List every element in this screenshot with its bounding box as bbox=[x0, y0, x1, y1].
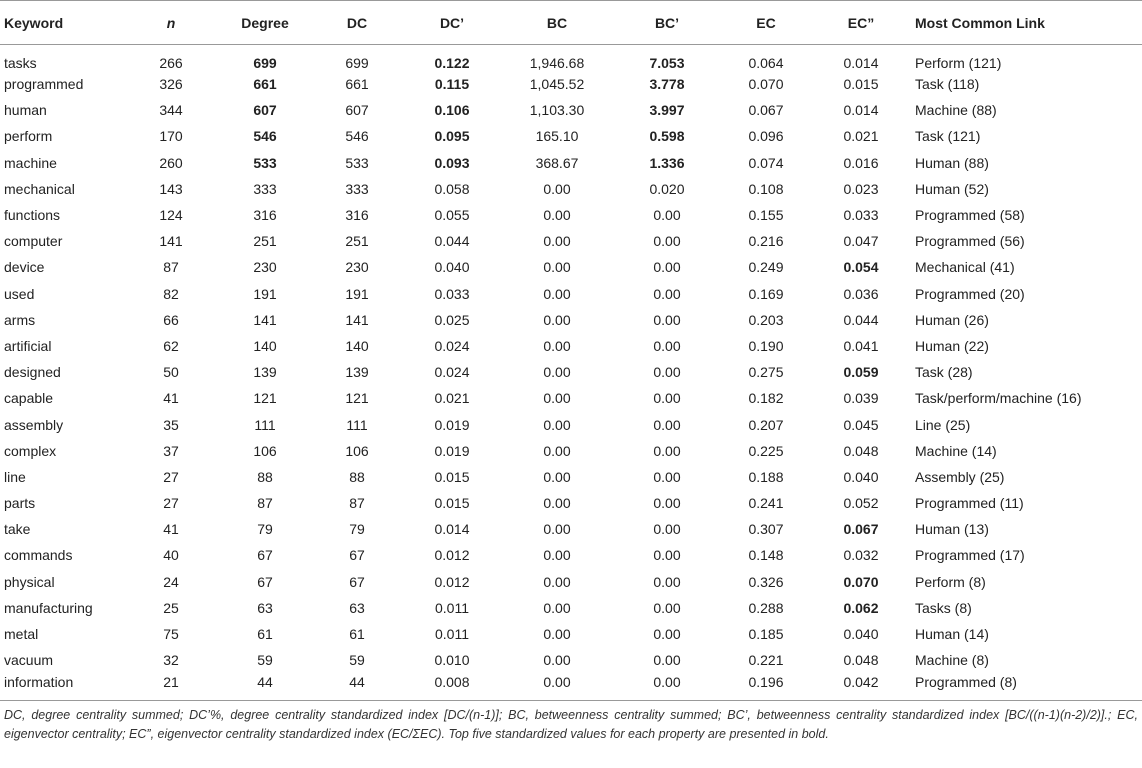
cell-bc-prime: 0.00 bbox=[653, 495, 681, 512]
cell-bc: 0.00 bbox=[543, 599, 571, 616]
cell-keyword: functions bbox=[4, 207, 61, 224]
cell-bc: 0.00 bbox=[543, 207, 571, 224]
cell-ec: 0.225 bbox=[748, 442, 784, 459]
cell-keyword: mechanical bbox=[4, 180, 75, 197]
cell-ec: 0.221 bbox=[748, 652, 784, 669]
cell-ec: 0.207 bbox=[748, 416, 784, 433]
cell-dc: 546 bbox=[345, 128, 369, 145]
cell-keyword: metal bbox=[4, 626, 39, 643]
cell-ec: 0.108 bbox=[748, 180, 784, 197]
cell-n: 37 bbox=[163, 442, 179, 459]
cell-ec-prime: 0.048 bbox=[843, 652, 879, 669]
cell-bc-prime: 0.020 bbox=[649, 180, 685, 197]
cell-bc: 0.00 bbox=[543, 364, 571, 381]
cell-ec: 0.307 bbox=[748, 521, 784, 538]
cell-ec-prime: 0.044 bbox=[843, 311, 879, 328]
cell-bc-prime: 0.00 bbox=[653, 521, 681, 538]
cell-bc-prime: 0.00 bbox=[653, 573, 681, 590]
cell-keyword: arms bbox=[4, 311, 36, 328]
cell-degree: 111 bbox=[254, 416, 276, 433]
cell-n: 326 bbox=[159, 76, 183, 93]
cell-n: 344 bbox=[159, 102, 183, 119]
cell-ec: 0.070 bbox=[748, 76, 784, 93]
cell-ec-prime: 0.041 bbox=[843, 337, 879, 354]
cell-ec-prime: 0.032 bbox=[843, 547, 879, 564]
table-row bbox=[0, 45, 1142, 72]
cell-keyword: vacuum bbox=[4, 652, 54, 669]
cell-dc: 59 bbox=[349, 652, 365, 669]
cell-link: Programmed (11) bbox=[915, 495, 1024, 512]
cell-degree: 230 bbox=[253, 259, 277, 276]
cell-bc-prime: 0.00 bbox=[653, 311, 681, 328]
table-row bbox=[0, 202, 1142, 228]
cell-dc: 699 bbox=[345, 55, 369, 71]
table-row bbox=[0, 359, 1142, 385]
cell-bc: 0.00 bbox=[543, 233, 571, 250]
cell-keyword: perform bbox=[4, 128, 53, 145]
cell-link: Task (118) bbox=[915, 76, 980, 93]
cell-degree: 121 bbox=[253, 390, 277, 407]
cell-link: Tasks (8) bbox=[915, 599, 972, 616]
cell-degree: 699 bbox=[253, 55, 277, 71]
cell-link: Perform (121) bbox=[915, 55, 1002, 71]
cell-dc: 661 bbox=[345, 76, 369, 93]
cell-bc: 0.00 bbox=[543, 390, 571, 407]
cell-dc: 111 bbox=[346, 416, 368, 433]
cell-ec-prime: 0.052 bbox=[843, 495, 879, 512]
cell-n: 260 bbox=[159, 154, 183, 171]
cell-keyword: physical bbox=[4, 573, 55, 590]
cell-degree: 44 bbox=[257, 674, 273, 691]
cell-degree: 139 bbox=[253, 364, 277, 381]
table-footnote: DC, degree centrality summed; DC’%, degree centrality standardized index [DC/(n-1)]; BC, betweenness centrality summed; BC’, betweenness centrality standardized index [BC/((n-1)(n-2)/2)].; EC, eigenvector centrality; EC”, eigenvector centrality standardized index (EC/ΣEC). Top five standardized values for each property are presented in bold. bbox=[4, 707, 1138, 741]
cell-degree: 61 bbox=[257, 626, 273, 643]
cell-dc-prime: 0.008 bbox=[434, 674, 470, 691]
cell-n: 141 bbox=[159, 233, 183, 250]
cell-link: Assembly (25) bbox=[915, 468, 1005, 485]
col-header-dc-prime: DC’ bbox=[403, 1, 501, 45]
cell-keyword: information bbox=[4, 674, 74, 691]
table-row bbox=[0, 71, 1142, 97]
col-header-ec: EC bbox=[721, 1, 811, 45]
col-header-degree: Degree bbox=[219, 1, 311, 45]
cell-dc: 63 bbox=[349, 599, 365, 616]
cell-link: Human (13) bbox=[915, 521, 989, 538]
cell-dc: 44 bbox=[349, 674, 365, 691]
cell-bc-prime: 0.00 bbox=[653, 364, 681, 381]
cell-ec-prime: 0.040 bbox=[843, 626, 879, 643]
cell-bc-prime: 0.00 bbox=[653, 599, 681, 616]
col-header-keyword: Keyword bbox=[0, 1, 123, 45]
cell-n: 82 bbox=[163, 285, 179, 302]
cell-n: 124 bbox=[159, 207, 183, 224]
cell-ec-prime: 0.021 bbox=[843, 128, 879, 145]
cell-keyword: complex bbox=[4, 442, 57, 459]
cell-n: 27 bbox=[163, 468, 179, 485]
cell-keyword: take bbox=[4, 521, 31, 538]
cell-dc-prime: 0.044 bbox=[434, 233, 470, 250]
table-row bbox=[0, 281, 1142, 307]
col-header-most-common-link: Most Common Link bbox=[911, 1, 1142, 45]
cell-n: 143 bbox=[159, 180, 183, 197]
cell-bc-prime: 0.598 bbox=[649, 128, 685, 145]
col-header-dc: DC bbox=[311, 1, 403, 45]
cell-degree: 88 bbox=[257, 468, 273, 485]
cell-dc: 191 bbox=[345, 285, 369, 302]
cell-dc-prime: 0.033 bbox=[434, 285, 470, 302]
cell-dc: 533 bbox=[345, 154, 369, 171]
cell-dc: 106 bbox=[345, 442, 369, 459]
table-row bbox=[0, 621, 1142, 647]
cell-ec-prime: 0.042 bbox=[843, 674, 879, 691]
cell-degree: 59 bbox=[257, 652, 273, 669]
table-row bbox=[0, 516, 1142, 542]
cell-n: 66 bbox=[163, 311, 179, 328]
cell-link: Human (52) bbox=[915, 180, 989, 197]
cell-dc-prime: 0.055 bbox=[434, 207, 470, 224]
cell-keyword: parts bbox=[4, 495, 36, 512]
cell-dc-prime: 0.011 bbox=[435, 626, 469, 643]
cell-dc: 121 bbox=[345, 390, 369, 407]
col-header-n: n bbox=[123, 1, 219, 45]
cell-bc: 0.00 bbox=[543, 674, 571, 691]
cell-degree: 67 bbox=[257, 547, 273, 564]
cell-ec-prime: 0.040 bbox=[843, 468, 879, 485]
cell-degree: 251 bbox=[253, 233, 277, 250]
cell-bc-prime: 0.00 bbox=[653, 285, 681, 302]
cell-bc-prime: 1.336 bbox=[649, 154, 685, 171]
cell-bc-prime: 0.00 bbox=[653, 233, 681, 250]
cell-bc: 0.00 bbox=[543, 468, 571, 485]
cell-degree: 191 bbox=[253, 285, 277, 302]
cell-link: Task (28) bbox=[915, 364, 973, 381]
cell-bc: 0.00 bbox=[543, 180, 571, 197]
cell-link: Mechanical (41) bbox=[915, 259, 1015, 276]
cell-bc: 368.67 bbox=[535, 154, 579, 171]
header-row bbox=[0, 1, 1142, 45]
cell-dc-prime: 0.095 bbox=[434, 128, 470, 145]
cell-dc-prime: 0.015 bbox=[434, 468, 470, 485]
cell-dc-prime: 0.014 bbox=[434, 521, 470, 538]
cell-keyword: tasks bbox=[4, 55, 37, 71]
cell-ec: 0.203 bbox=[748, 311, 784, 328]
cell-bc-prime: 3.997 bbox=[649, 102, 685, 119]
cell-dc-prime: 0.010 bbox=[434, 652, 470, 669]
cell-dc: 141 bbox=[345, 311, 369, 328]
cell-keyword: device bbox=[4, 259, 45, 276]
cell-link: Programmed (58) bbox=[915, 207, 1025, 224]
cell-bc: 0.00 bbox=[543, 285, 571, 302]
cell-keyword: used bbox=[4, 285, 35, 302]
cell-bc-prime: 0.00 bbox=[653, 626, 681, 643]
cell-n: 32 bbox=[163, 652, 179, 669]
cell-keyword: programmed bbox=[4, 76, 84, 93]
cell-degree: 661 bbox=[253, 76, 277, 93]
cell-bc-prime: 0.00 bbox=[653, 337, 681, 354]
cell-ec-prime: 0.033 bbox=[843, 207, 879, 224]
cell-bc-prime: 7.053 bbox=[649, 55, 685, 71]
cell-dc: 230 bbox=[345, 259, 369, 276]
cell-ec: 0.185 bbox=[748, 626, 784, 643]
cell-n: 27 bbox=[163, 495, 179, 512]
cell-dc-prime: 0.025 bbox=[434, 311, 470, 328]
cell-degree: 533 bbox=[253, 154, 277, 171]
cell-dc: 67 bbox=[349, 573, 365, 590]
cell-bc: 0.00 bbox=[543, 626, 571, 643]
cell-dc-prime: 0.021 bbox=[434, 390, 470, 407]
cell-ec-prime: 0.014 bbox=[843, 102, 879, 119]
cell-dc-prime: 0.011 bbox=[435, 599, 469, 616]
table-row bbox=[0, 385, 1142, 411]
cell-ec: 0.067 bbox=[748, 102, 784, 119]
cell-n: 75 bbox=[163, 626, 179, 643]
table-row bbox=[0, 490, 1142, 516]
cell-bc: 0.00 bbox=[543, 311, 571, 328]
cell-bc: 0.00 bbox=[543, 521, 571, 538]
col-header-bc: BC bbox=[501, 1, 613, 45]
cell-ec-prime: 0.039 bbox=[843, 390, 879, 407]
cell-bc: 0.00 bbox=[543, 652, 571, 669]
cell-ec: 0.182 bbox=[748, 390, 784, 407]
cell-keyword: assembly bbox=[4, 416, 64, 433]
cell-dc: 67 bbox=[349, 547, 365, 564]
cell-link: Machine (14) bbox=[915, 442, 997, 459]
cell-dc: 251 bbox=[345, 233, 369, 250]
cell-degree: 67 bbox=[257, 573, 273, 590]
cell-bc-prime: 0.00 bbox=[653, 547, 681, 564]
cell-bc: 0.00 bbox=[543, 337, 571, 354]
cell-bc: 165.10 bbox=[535, 128, 579, 145]
cell-bc-prime: 0.00 bbox=[653, 259, 681, 276]
cell-n: 21 bbox=[163, 674, 179, 691]
cell-bc: 0.00 bbox=[543, 259, 571, 276]
cell-ec: 0.288 bbox=[748, 599, 784, 616]
cell-n: 41 bbox=[163, 521, 179, 538]
cell-link: Programmed (20) bbox=[915, 285, 1025, 302]
cell-ec-prime: 0.062 bbox=[843, 599, 879, 616]
table-row bbox=[0, 123, 1142, 149]
cell-degree: 141 bbox=[253, 311, 277, 328]
cell-bc-prime: 0.00 bbox=[653, 652, 681, 669]
cell-dc-prime: 0.106 bbox=[434, 102, 470, 119]
cell-dc-prime: 0.024 bbox=[434, 337, 470, 354]
cell-link: Machine (8) bbox=[915, 652, 989, 669]
cell-degree: 546 bbox=[253, 128, 277, 145]
table-row bbox=[0, 228, 1142, 254]
cell-dc: 88 bbox=[349, 468, 365, 485]
cell-link: Machine (88) bbox=[915, 102, 997, 119]
cell-keyword: line bbox=[4, 468, 26, 485]
cell-link: Programmed (17) bbox=[915, 547, 1025, 564]
cell-n: 170 bbox=[159, 128, 183, 145]
cell-link: Programmed (8) bbox=[915, 674, 1017, 691]
cell-n: 25 bbox=[163, 599, 179, 616]
cell-dc-prime: 0.122 bbox=[434, 55, 470, 71]
table-row bbox=[0, 254, 1142, 280]
cell-degree: 106 bbox=[253, 442, 277, 459]
cell-ec: 0.326 bbox=[748, 573, 784, 590]
cell-n: 266 bbox=[159, 55, 183, 71]
cell-ec-prime: 0.023 bbox=[843, 180, 879, 197]
cell-ec-prime: 0.014 bbox=[843, 55, 879, 71]
cell-link: Task (121) bbox=[915, 128, 981, 145]
cell-bc-prime: 0.00 bbox=[653, 468, 681, 485]
table-row bbox=[0, 333, 1142, 359]
cell-link: Human (88) bbox=[915, 154, 989, 171]
cell-dc-prime: 0.024 bbox=[434, 364, 470, 381]
cell-keyword: computer bbox=[4, 233, 63, 250]
cell-dc-prime: 0.012 bbox=[434, 547, 470, 564]
cell-dc-prime: 0.093 bbox=[434, 154, 470, 171]
table-row bbox=[0, 150, 1142, 176]
col-header-bc-prime: BC’ bbox=[613, 1, 721, 45]
cell-link: Line (25) bbox=[915, 416, 971, 433]
cell-link: Programmed (56) bbox=[915, 233, 1025, 250]
table-row bbox=[0, 542, 1142, 568]
table-row bbox=[0, 569, 1142, 595]
col-header-ec-prime: EC” bbox=[811, 1, 911, 45]
cell-dc-prime: 0.040 bbox=[434, 259, 470, 276]
cell-ec: 0.188 bbox=[748, 468, 784, 485]
cell-dc-prime: 0.058 bbox=[434, 180, 470, 197]
cell-bc-prime: 0.00 bbox=[653, 207, 681, 224]
table-row bbox=[0, 307, 1142, 333]
cell-ec: 0.241 bbox=[748, 495, 784, 512]
table-row bbox=[0, 647, 1142, 673]
cell-ec: 0.155 bbox=[748, 207, 784, 224]
cell-degree: 333 bbox=[253, 180, 277, 197]
cell-dc: 79 bbox=[349, 521, 365, 538]
table-row bbox=[0, 176, 1142, 202]
cell-ec-prime: 0.054 bbox=[843, 259, 879, 276]
cell-dc-prime: 0.012 bbox=[434, 573, 470, 590]
cell-degree: 316 bbox=[253, 207, 277, 224]
cell-dc-prime: 0.019 bbox=[434, 416, 470, 433]
cell-link: Human (26) bbox=[915, 311, 989, 328]
cell-dc: 140 bbox=[345, 337, 369, 354]
cell-dc-prime: 0.015 bbox=[434, 495, 470, 512]
cell-bc-prime: 0.00 bbox=[653, 390, 681, 407]
cell-n: 35 bbox=[163, 416, 179, 433]
cell-keyword: machine bbox=[4, 154, 57, 171]
table-row bbox=[0, 411, 1142, 437]
cell-n: 24 bbox=[163, 573, 179, 590]
cell-n: 41 bbox=[163, 390, 179, 407]
cell-dc: 61 bbox=[349, 626, 365, 643]
cell-ec: 0.064 bbox=[748, 55, 784, 71]
cell-ec-prime: 0.045 bbox=[843, 416, 879, 433]
cell-bc-prime: 0.00 bbox=[653, 442, 681, 459]
cell-dc: 139 bbox=[345, 364, 369, 381]
cell-n: 40 bbox=[163, 547, 179, 564]
cell-link: Human (14) bbox=[915, 626, 989, 643]
cell-link: Human (22) bbox=[915, 337, 989, 354]
cell-bc: 1,946.68 bbox=[529, 55, 585, 71]
cell-keyword: artificial bbox=[4, 337, 52, 354]
cell-degree: 607 bbox=[253, 102, 277, 119]
cell-keyword: capable bbox=[4, 390, 54, 407]
cell-ec: 0.190 bbox=[748, 337, 784, 354]
cell-keyword: designed bbox=[4, 364, 61, 381]
table-row bbox=[0, 673, 1142, 699]
cell-bc: 1,045.52 bbox=[529, 76, 585, 93]
cell-bc-prime: 0.00 bbox=[653, 674, 681, 691]
cell-degree: 63 bbox=[257, 599, 273, 616]
cell-ec-prime: 0.070 bbox=[843, 573, 879, 590]
cell-ec-prime: 0.048 bbox=[843, 442, 879, 459]
cell-ec-prime: 0.015 bbox=[843, 76, 879, 93]
cell-ec-prime: 0.059 bbox=[843, 364, 879, 381]
cell-dc: 316 bbox=[345, 207, 369, 224]
cell-ec-prime: 0.067 bbox=[843, 521, 879, 538]
cell-keyword: human bbox=[4, 102, 47, 119]
cell-ec: 0.196 bbox=[748, 674, 784, 691]
table-row bbox=[0, 97, 1142, 123]
table-row bbox=[0, 595, 1142, 621]
cell-ec: 0.096 bbox=[748, 128, 784, 145]
cell-bc: 0.00 bbox=[543, 442, 571, 459]
cell-n: 62 bbox=[163, 337, 179, 354]
cell-bc: 0.00 bbox=[543, 547, 571, 564]
table-row bbox=[0, 464, 1142, 490]
cell-bc: 1,103.30 bbox=[529, 102, 585, 119]
cell-bc-prime: 0.00 bbox=[653, 416, 681, 433]
cell-dc: 333 bbox=[345, 180, 369, 197]
cell-bc: 0.00 bbox=[543, 573, 571, 590]
table-body bbox=[0, 45, 1142, 700]
cell-ec: 0.074 bbox=[748, 154, 784, 171]
cell-dc: 607 bbox=[345, 102, 369, 119]
cell-link: Perform (8) bbox=[915, 573, 986, 590]
cell-degree: 79 bbox=[257, 521, 273, 538]
cell-n: 50 bbox=[163, 364, 179, 381]
cell-ec: 0.216 bbox=[748, 233, 784, 250]
cell-ec-prime: 0.016 bbox=[843, 154, 879, 171]
cell-degree: 140 bbox=[253, 337, 277, 354]
cell-ec: 0.275 bbox=[748, 364, 784, 381]
cell-ec: 0.169 bbox=[748, 285, 784, 302]
cell-dc-prime: 0.115 bbox=[434, 76, 470, 93]
cell-bc-prime: 3.778 bbox=[649, 76, 685, 93]
cell-link: Task/perform/machine (16) bbox=[915, 390, 1082, 407]
cell-keyword: manufacturing bbox=[4, 599, 93, 616]
cell-ec-prime: 0.036 bbox=[843, 285, 879, 302]
cell-ec: 0.148 bbox=[748, 547, 784, 564]
cell-keyword: commands bbox=[4, 547, 73, 564]
cell-n: 87 bbox=[163, 259, 179, 276]
cell-bc: 0.00 bbox=[543, 495, 571, 512]
cell-ec-prime: 0.047 bbox=[843, 233, 879, 250]
cell-dc: 87 bbox=[349, 495, 365, 512]
cell-dc-prime: 0.019 bbox=[434, 442, 470, 459]
cell-bc: 0.00 bbox=[543, 416, 571, 433]
table-row bbox=[0, 438, 1142, 464]
cell-ec: 0.249 bbox=[748, 259, 784, 276]
cell-degree: 87 bbox=[257, 495, 273, 512]
